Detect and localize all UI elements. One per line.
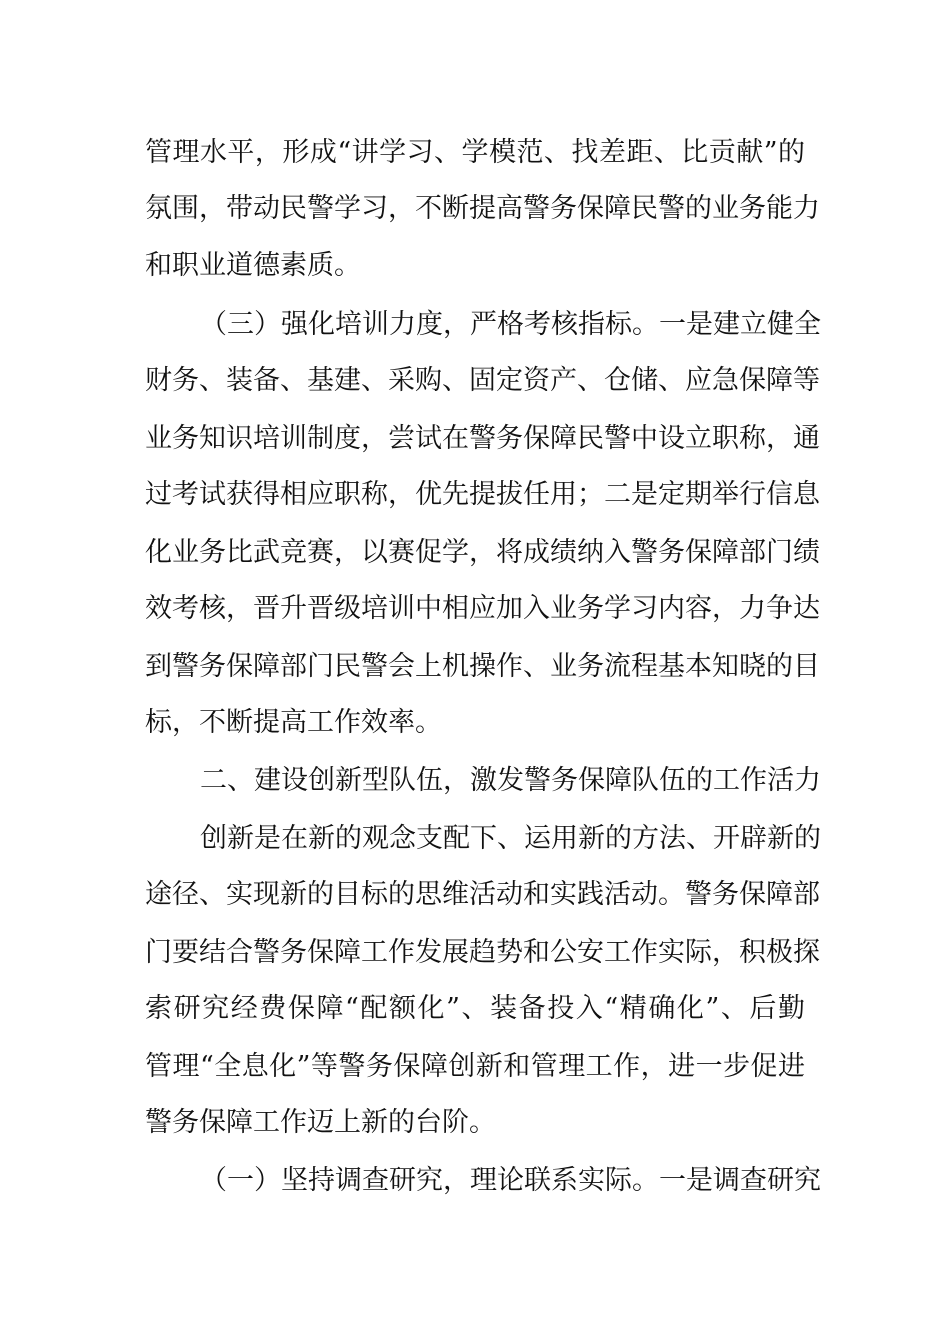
text-line [0, 933, 950, 973]
line-text: 财务、装备、基建、采购、固定资产、仓储、应急保障等 [145, 365, 820, 396]
line-text: 途径、实现新的目标的思维活动和实践活动。警务保障部 [145, 879, 820, 910]
text-line [0, 246, 950, 286]
text-line [0, 589, 950, 629]
text-line [0, 305, 950, 345]
text-line [0, 533, 950, 573]
line-text: 效考核，晋升晋级培训中相应加入业务学习内容，力争达 [145, 593, 820, 624]
text-line [0, 875, 950, 915]
text-line [0, 189, 950, 229]
line-text: （三）强化培训力度，严格考核指标。一是建立健全 [200, 309, 821, 340]
line-text: 化业务比武竞赛，以赛促学，将成绩纳入警务保障部门绩 [145, 537, 820, 568]
text-line [0, 475, 950, 515]
text-line [0, 703, 950, 743]
text-line [0, 761, 950, 801]
text-line [0, 819, 950, 859]
line-text: 门要结合警务保障工作发展趋势和公安工作实际，积极探 [145, 937, 820, 968]
text-line [0, 1161, 950, 1201]
section-heading: 二、建设创新型队伍，激发警务保障队伍的工作活力 [200, 765, 821, 796]
line-text: 管理“全息化”等警务保障创新和管理工作，进一步促进 [145, 1051, 805, 1082]
line-text: 业务知识培训制度，尝试在警务保障民警中设立职称，通 [145, 423, 820, 454]
line-text: 和职业道德素质。 [145, 250, 361, 281]
line-text: 警务保障工作迈上新的台阶。 [145, 1107, 496, 1138]
line-text: （一）坚持调查研究，理论联系实际。一是调查研究 [200, 1165, 821, 1196]
text-line [0, 1047, 950, 1087]
line-text: 氛围，带动民警学习，不断提高警务保障民警的业务能力 [145, 193, 820, 224]
line-text: 索研究经费保障“配额化”、装备投入“精确化”、后勤 [145, 993, 805, 1024]
line-text: 管理水平，形成“讲学习、学模范、找差距、比贡献”的 [145, 137, 805, 168]
line-text: 标，不断提高工作效率。 [145, 707, 442, 738]
text-line [0, 989, 950, 1029]
line-text: 创新是在新的观念支配下、运用新的方法、开辟新的 [200, 823, 821, 854]
line-text: 到警务保障部门民警会上机操作、业务流程基本知晓的目 [145, 651, 820, 682]
text-line [0, 361, 950, 401]
text-line [0, 133, 950, 173]
text-line [0, 419, 950, 459]
text-line [0, 1103, 950, 1143]
line-text: 过考试获得相应职称，优先提拔任用；二是定期举行信息 [145, 479, 820, 510]
text-line [0, 647, 950, 687]
